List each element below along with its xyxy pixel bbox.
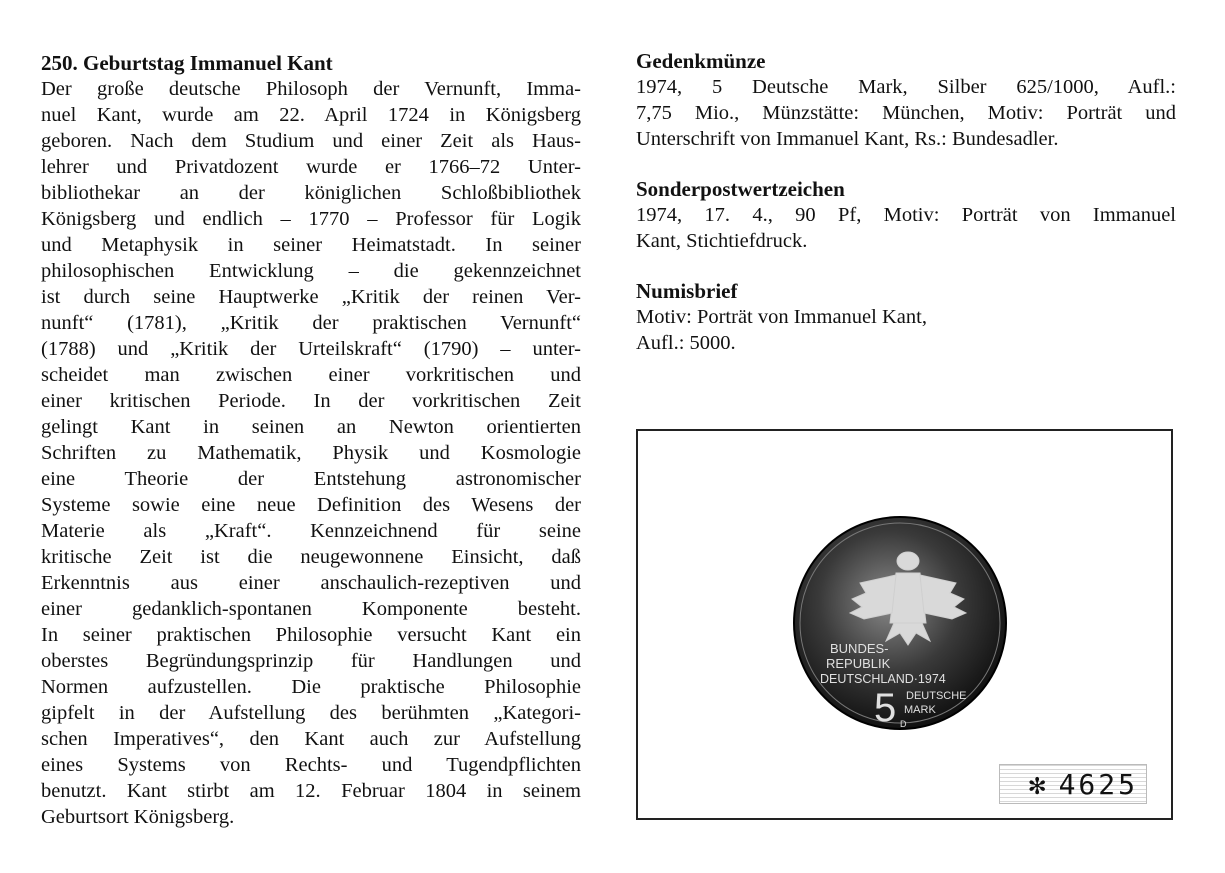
coin-denomination: 5	[874, 686, 897, 730]
article-line: Königsberg und endlich – 1770 – Professor für Logik	[41, 208, 581, 230]
coin-mint-mark: D	[900, 719, 907, 729]
article-line: philosophischen Entwicklung – die gekennzeichnet	[41, 260, 581, 282]
serial-number: 4625	[1058, 767, 1138, 801]
article-line: nuel Kant, wurde am 22. April 1724 in Königsberg	[41, 104, 581, 126]
info-column	[636, 48, 1176, 380]
article-line: Systeme sowie eine neue Definition des Wesens der	[41, 494, 581, 516]
article-line: einer gedanklich-spontanen Komponente besteht.	[41, 598, 581, 620]
article-line: eines Systems von Rechts- und Tugendpflichten	[41, 754, 581, 776]
coin-text-republik: REPUBLIK	[826, 656, 891, 671]
article-line: und Metaphysik in seiner Heimatstadt. In seiner	[41, 234, 581, 256]
article-line: Geburtsort Königsberg.	[41, 806, 235, 828]
article-line: lehrer und Privatdozent wurde er 1766–72 Unter-	[41, 156, 581, 178]
section-numisbrief	[636, 278, 1176, 356]
article-line: In seiner praktischen Philosophie versucht Kant ein	[41, 624, 581, 646]
article-line: schen Imperatives“, den Kant auch zur Aufstellung	[41, 728, 581, 750]
coin-text-deutsche: DEUTSCHE	[906, 690, 967, 702]
section-gedenkmuenze	[636, 48, 1176, 152]
article-line: oberstes Begründungsprinzip für Handlungen und	[41, 650, 581, 672]
section-heading: Numisbrief	[636, 279, 738, 303]
article	[41, 50, 581, 830]
serial-number-plate	[999, 764, 1147, 804]
article-line: nunft“ (1781), „Kritik der praktischen Vernunft“	[41, 312, 581, 334]
section-line: 1974, 17. 4., 90 Pf, Motiv: Porträt von Immanuel	[636, 204, 1176, 226]
article-line: bibliothekar an der königlichen Schloßbibliothek	[41, 182, 581, 204]
article-line: scheidet man zwischen einer vorkritischen und	[41, 364, 581, 386]
coin-text-bundes: BUNDES-	[830, 641, 889, 656]
section-line: Motiv: Porträt von Immanuel Kant,	[636, 306, 927, 328]
section-sonderpostwertzeichen	[636, 176, 1176, 254]
article-body	[41, 76, 581, 830]
article-line: kritische Zeit ist die neugewonnene Einsicht, daß	[41, 546, 581, 568]
article-line: Normen aufzustellen. Die praktische Philosophie	[41, 676, 581, 698]
article-line: benutzt. Kant stirbt am 12. Februar 1804 in seinem	[41, 780, 581, 802]
section-line: 7,75 Mio., Münzstätte: München, Motiv: Porträt und	[636, 102, 1176, 124]
coin-frame	[636, 429, 1173, 820]
article-line: gelingt Kant in seinen an Newton orientierten	[41, 416, 581, 438]
article-line: ist durch seine Hauptwerke „Kritik der reinen Ver-	[41, 286, 581, 308]
coin-text-deutschland: DEUTSCHLAND·1974	[820, 672, 946, 686]
coin-text-mark: MARK	[904, 704, 936, 716]
article-line: geboren. Nach dem Studium und einer Zeit als Haus-	[41, 130, 581, 152]
section-heading: Sonderpostwertzeichen	[636, 177, 845, 201]
article-line: (1788) und „Kritik der Urteilskraft“ (1790) – unter-	[41, 338, 581, 360]
article-line: gipfelt in der Aufstellung des berühmten „Kategori-	[41, 702, 581, 724]
asterisk-icon: ✻	[1028, 767, 1049, 801]
coin-image	[790, 513, 1010, 733]
section-line: Aufl.: 5000.	[636, 332, 736, 354]
article-line: eine Theorie der Entstehung astronomischer	[41, 468, 581, 490]
section-line: Kant, Stichtiefdruck.	[636, 230, 808, 252]
article-line: Materie als „Kraft“. Kennzeichnend für seine	[41, 520, 581, 542]
section-line: 1974, 5 Deutsche Mark, Silber 625/1000, Aufl.:	[636, 76, 1176, 98]
article-line: Erkenntnis aus einer anschaulich-rezeptiven und	[41, 572, 581, 594]
article-line: Der große deutsche Philosoph der Vernunft, Imma-	[41, 78, 581, 100]
section-heading: Gedenkmünze	[636, 49, 766, 73]
section-line: Unterschrift von Immanuel Kant, Rs.: Bundesadler.	[636, 128, 1059, 150]
article-line: einer kritischen Periode. In der vorkritischen Zeit	[41, 390, 581, 412]
article-line: Schriften zu Mathematik, Physik und Kosmologie	[41, 442, 581, 464]
article-title: 250. Geburtstag Immanuel Kant	[41, 51, 333, 75]
